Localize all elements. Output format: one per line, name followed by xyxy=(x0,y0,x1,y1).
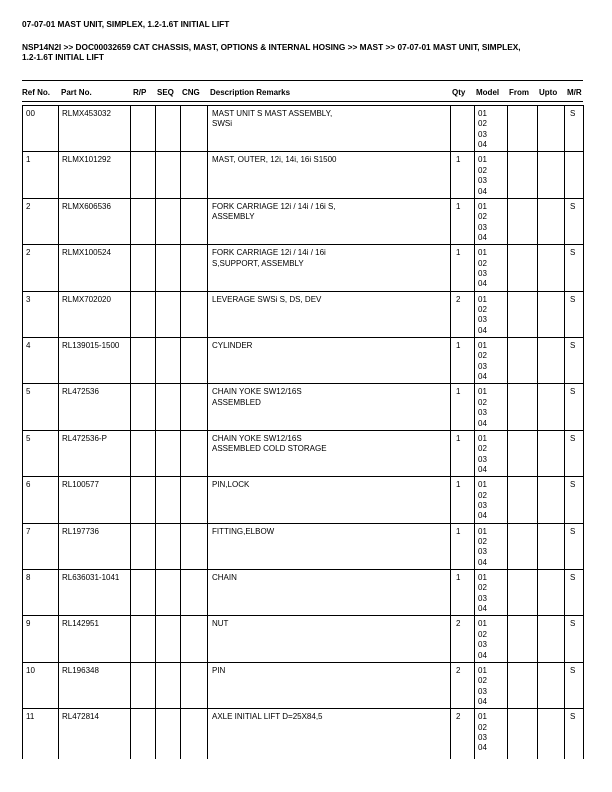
row-divider xyxy=(22,708,583,709)
col-header-ref: Ref No. xyxy=(22,88,50,97)
model-code: 04 xyxy=(478,186,487,196)
cell-qty: 2 xyxy=(456,712,461,722)
model-code: 02 xyxy=(478,212,487,222)
description-line: ASSEMBLED xyxy=(212,397,261,407)
row-divider xyxy=(22,569,583,570)
model-code: 03 xyxy=(478,593,487,603)
row-divider xyxy=(22,151,583,152)
cell-mr: S xyxy=(570,619,576,629)
row-divider xyxy=(22,523,583,524)
cell-qty: 1 xyxy=(456,201,461,211)
model-code: 03 xyxy=(478,269,487,278)
model-code: 03 xyxy=(478,176,487,186)
page-title: 07-07-01 MAST UNIT, SIMPLEX, 1.2-1.6T INITIAL LIFT xyxy=(22,19,230,29)
cell-ref: 00 xyxy=(26,109,35,118)
cell-part-no: RL472814 xyxy=(62,712,99,722)
cell-qty: 1 xyxy=(456,155,461,165)
model-code: 01 xyxy=(478,109,487,118)
model-code: 04 xyxy=(478,465,487,475)
cell-ref: 2 xyxy=(26,248,31,258)
model-code: 04 xyxy=(478,325,487,335)
cell-part-no: RLMX702020 xyxy=(62,294,111,304)
model-code: 02 xyxy=(478,629,487,639)
model-code: 03 xyxy=(478,733,487,742)
cell-ref: 3 xyxy=(26,294,31,304)
cell-models xyxy=(478,248,487,290)
description-line: FITTING,ELBOW xyxy=(212,526,275,536)
description-line: CHAIN xyxy=(212,573,237,582)
header-bottom-rule xyxy=(22,101,583,102)
cell-part-no: RLMX453032 xyxy=(62,109,111,118)
cell-description xyxy=(212,666,392,676)
cell-models xyxy=(478,341,487,383)
model-code: 01 xyxy=(478,665,487,675)
cell-part-no: RL196348 xyxy=(62,665,99,675)
description-line: S,SUPPORT, ASSEMBLY xyxy=(212,258,304,268)
model-code: 01 xyxy=(478,387,487,397)
cell-ref: 8 xyxy=(26,573,31,582)
row-divider xyxy=(22,105,583,106)
cell-mr: S xyxy=(570,387,576,397)
model-code: 03 xyxy=(478,222,487,232)
cell-ref: 11 xyxy=(26,712,35,722)
cell-mr: S xyxy=(570,109,576,118)
model-code: 04 xyxy=(478,140,487,150)
model-code: 03 xyxy=(478,361,487,371)
model-code: 04 xyxy=(478,418,487,428)
cell-models xyxy=(478,527,487,569)
cell-mr: S xyxy=(570,573,576,582)
cell-ref: 5 xyxy=(26,433,31,443)
col-header-model: Model xyxy=(476,88,500,97)
model-code: 03 xyxy=(478,640,487,650)
description-line: PIN,LOCK xyxy=(212,480,250,490)
cell-models xyxy=(478,295,487,337)
model-code: 01 xyxy=(478,619,487,629)
model-code: 03 xyxy=(478,315,487,325)
model-code: 03 xyxy=(478,129,487,139)
description-line: CHAIN YOKE SW12/16S xyxy=(212,387,302,397)
cell-ref: 2 xyxy=(26,201,31,211)
cell-mr: S xyxy=(570,341,576,350)
row-divider xyxy=(22,198,583,199)
model-code: 02 xyxy=(478,583,487,593)
cell-models xyxy=(478,434,487,476)
cell-qty: 2 xyxy=(456,619,461,629)
cell-description xyxy=(212,387,392,408)
col-header-cng: CNG xyxy=(182,88,200,97)
cell-description xyxy=(212,341,392,351)
cell-description xyxy=(212,619,392,629)
description-line: CYLINDER xyxy=(212,341,253,350)
row-divider xyxy=(22,662,583,663)
description-line: MAST UNIT S MAST ASSEMBLY, xyxy=(212,109,333,118)
row-divider xyxy=(22,615,583,616)
cell-qty: 1 xyxy=(456,341,461,350)
col-header-part: Part No. xyxy=(61,88,92,97)
cell-description xyxy=(212,573,392,583)
model-code: 03 xyxy=(478,454,487,464)
cell-models xyxy=(478,619,487,661)
model-code: 02 xyxy=(478,258,487,268)
cell-part-no: RL139015-1500 xyxy=(62,341,120,350)
model-code: 01 xyxy=(478,155,487,165)
cell-description xyxy=(212,527,392,537)
model-code: 01 xyxy=(478,341,487,350)
description-line: ASSEMBLY xyxy=(212,212,255,222)
cell-qty: 2 xyxy=(456,294,461,304)
cell-part-no: RL142951 xyxy=(62,619,99,629)
cell-ref: 9 xyxy=(26,619,31,629)
model-code: 02 xyxy=(478,305,487,314)
model-code: 02 xyxy=(478,351,487,361)
description-line: FORK CARRIAGE 12i / 14i / 16i S, xyxy=(212,201,336,211)
breadcrumb-line-2: 1.2-1.6T INITIAL LIFT xyxy=(22,52,104,62)
cell-models xyxy=(478,155,487,197)
model-code: 01 xyxy=(478,201,487,211)
col-header-rp: R/P xyxy=(133,88,147,97)
model-code: 02 xyxy=(478,722,487,732)
cell-ref: 7 xyxy=(26,526,31,536)
col-header-qty: Qty xyxy=(452,88,466,97)
cell-mr: S xyxy=(570,201,576,211)
cell-description xyxy=(212,712,392,722)
model-code: 04 xyxy=(478,604,487,614)
cell-qty: 1 xyxy=(456,526,461,536)
model-code: 01 xyxy=(478,294,487,304)
cell-qty: 1 xyxy=(456,433,461,443)
model-code: 04 xyxy=(478,650,487,660)
col-header-mr: M/R xyxy=(567,88,582,97)
row-divider xyxy=(22,337,583,338)
model-code: 02 xyxy=(478,119,487,129)
col-header-desc: Description Remarks xyxy=(210,88,291,97)
model-code: 02 xyxy=(478,165,487,175)
description-line: PIN xyxy=(212,665,226,675)
row-divider xyxy=(22,383,583,384)
col-header-from: From xyxy=(509,88,529,97)
cell-models xyxy=(478,573,487,615)
model-code: 03 xyxy=(478,547,487,557)
cell-qty: 1 xyxy=(456,387,461,397)
cell-mr: S xyxy=(570,526,576,536)
cell-mr: S xyxy=(570,433,576,443)
cell-description xyxy=(212,109,392,130)
breadcrumb xyxy=(22,42,592,62)
cell-part-no: RLMX101292 xyxy=(62,155,111,165)
cell-part-no: RL197736 xyxy=(62,526,99,536)
model-code: 01 xyxy=(478,573,487,582)
model-code: 01 xyxy=(478,480,487,490)
description-line: AXLE INITIAL LIFT D=25X84,5 xyxy=(212,712,323,722)
cell-models xyxy=(478,202,487,244)
cell-ref: 4 xyxy=(26,341,31,350)
row-divider xyxy=(22,291,583,292)
cell-description xyxy=(212,155,392,165)
cell-qty: 2 xyxy=(456,665,461,675)
cell-qty: 1 xyxy=(456,573,461,582)
model-code: 01 xyxy=(478,712,487,722)
cell-mr: S xyxy=(570,248,576,258)
description-line: CHAIN YOKE SW12/16S xyxy=(212,433,302,443)
col-header-upto: Upto xyxy=(539,88,558,97)
cell-ref: 6 xyxy=(26,480,31,490)
description-line: LEVERAGE SWSi S, DS, DEV xyxy=(212,294,322,304)
description-line: NUT xyxy=(212,619,229,629)
cell-mr: S xyxy=(570,480,576,490)
cell-ref: 5 xyxy=(26,387,31,397)
row-divider xyxy=(22,430,583,431)
cell-part-no: RL472536-P xyxy=(62,433,107,443)
model-code: 04 xyxy=(478,372,487,382)
breadcrumb-line-1: NSP14N2I >> DOC00032659 CAT CHASSIS, MAST, OPTIONS & INTERNAL HOSING >> MAST >> 07-07-01 MAST UNIT, SIMPLEX, xyxy=(22,42,521,52)
description-line: MAST, OUTER, 12i, 14i, 16i S1500 xyxy=(212,155,337,165)
cell-models xyxy=(478,109,487,151)
cell-part-no: RL100577 xyxy=(62,480,99,490)
model-code: 01 xyxy=(478,248,487,258)
cell-description xyxy=(212,434,392,455)
model-code: 02 xyxy=(478,490,487,500)
model-code: 04 xyxy=(478,511,487,521)
cell-ref: 1 xyxy=(26,155,31,165)
row-divider xyxy=(22,244,583,245)
model-code: 03 xyxy=(478,686,487,696)
cell-ref: 10 xyxy=(26,665,35,675)
model-code: 04 xyxy=(478,557,487,567)
cell-mr: S xyxy=(570,712,576,722)
description-line: FORK CARRIAGE 12i / 14i / 16i xyxy=(212,248,326,258)
cell-part-no: RLMX606536 xyxy=(62,201,111,211)
cell-part-no: RL636031-1041 xyxy=(62,573,120,582)
row-divider xyxy=(22,476,583,477)
cell-description xyxy=(212,295,392,305)
model-code: 01 xyxy=(478,433,487,443)
cell-qty: 1 xyxy=(456,248,461,258)
model-code: 04 xyxy=(478,743,487,753)
model-code: 02 xyxy=(478,444,487,454)
model-code: 02 xyxy=(478,676,487,686)
model-code: 01 xyxy=(478,526,487,536)
cell-models xyxy=(478,666,487,708)
cell-qty: 1 xyxy=(456,480,461,490)
model-code: 02 xyxy=(478,537,487,546)
description-line: ASSEMBLED COLD STORAGE xyxy=(212,444,327,454)
cell-description xyxy=(212,202,392,223)
model-code: 04 xyxy=(478,697,487,707)
model-code: 03 xyxy=(478,501,487,510)
description-line: SWSi xyxy=(212,119,232,129)
model-code: 04 xyxy=(478,233,487,243)
model-code: 02 xyxy=(478,397,487,407)
cell-models xyxy=(478,480,487,522)
cell-models xyxy=(478,712,487,754)
cell-mr: S xyxy=(570,665,576,675)
cell-models xyxy=(478,387,487,429)
column-divider xyxy=(583,105,584,759)
col-header-seq: SEQ xyxy=(157,88,174,97)
cell-part-no: RL472536 xyxy=(62,387,99,397)
cell-description xyxy=(212,480,392,490)
cell-mr: S xyxy=(570,294,576,304)
cell-part-no: RLMX100524 xyxy=(62,248,111,258)
model-code: 03 xyxy=(478,408,487,418)
model-code: 04 xyxy=(478,279,487,289)
header-top-rule xyxy=(22,80,583,81)
cell-description xyxy=(212,248,392,269)
